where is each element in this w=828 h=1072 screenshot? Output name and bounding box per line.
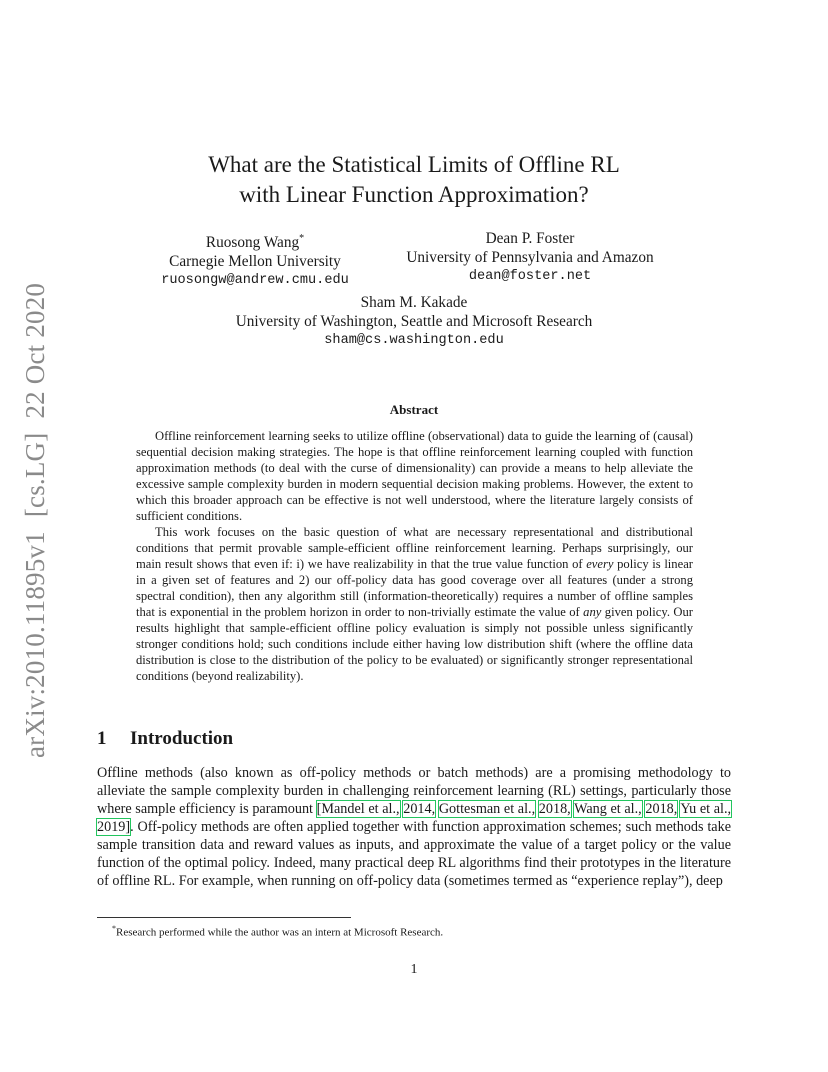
- author-email: dean@foster.net: [468, 269, 592, 284]
- author-block-2: [380, 229, 680, 286]
- footnote: [112, 922, 443, 940]
- page-number: 1: [410, 962, 418, 977]
- author-name: Sham M. Kakade: [360, 294, 468, 311]
- emphasis-any: any: [583, 605, 602, 619]
- author-email: ruosongw@andrew.cmu.edu: [161, 273, 349, 289]
- section-heading-introduction: [97, 728, 233, 750]
- citation-link-gottesman-year[interactable]: 2018,: [538, 801, 571, 817]
- footnote-divider: [97, 917, 351, 918]
- citation-link-gottesman[interactable]: Gottesman et al.,: [438, 801, 536, 817]
- citation-link-mandel-year[interactable]: 2014,: [403, 801, 436, 817]
- paper-title-line-1: What are the Statistical Limits of Offline RL: [208, 152, 620, 177]
- abstract-paragraph-2: This work focuses on the basic question of what are necessary representational and distributional conditions that permit provable sample-efficient offline reinforcement learning. Perhaps surprisingly, our main result shows that even if: i) we have realizability in that the true value function of every policy is linear in a given set of features and 2) our off-policy data has good coverage over all features (under a strong spectral condition), then any algorithm still (information-theoretically) requires a number of offline samples that is exponential in the problem horizon in order to non-trivially estimate the value of any given policy. Our results highlight that sample-efficient offline policy evaluation is simply not possible unless significantly stronger conditions hold; such conditions include either having low distribution shift (where the offline data distribution is close to the distribution of the policy to be evaluated) or significantly stronger representational conditions (beyond realizability).: [136, 525, 693, 683]
- footnote-marker: *: [299, 233, 305, 244]
- section-number: 1: [97, 728, 107, 749]
- footnote-mark: *: [112, 924, 116, 933]
- abstract-paragraph-1: Offline reinforcement learning seeks to utilize offline (observational) data to guide the learning of (causal) sequential decision making strategies. The hope is that offline reinforcement learning coupled with function approximation methods (to deal with the curse of dimensionality) can provide a means to help alleviate the excessive sample complexity burden in modern sequential decision making problems. However, the extent to which this broader approach can be effective is not well understood, where the literature largely consists of sufficient conditions.: [136, 429, 693, 523]
- footnote-text: Research performed while the author was an intern at Microsoft Research.: [116, 926, 444, 939]
- section-title: Introduction: [130, 728, 234, 749]
- emphasis-every: every: [586, 557, 614, 571]
- author-affiliation: University of Pennsylvania and Amazon: [406, 249, 654, 266]
- introduction-paragraph: Offline methods (also known as off-policy methods or batch methods) are a promising methodology to alleviate the sample complexity burden in challenging reinforcement learning (RL) settings, particularly those where sample efficiency is paramount [Mandel et al., 2014, Gottesman et al., 2018, Wang et al., 2018, Yu et al., 2019]. Off-policy methods are often applied together with function approximation schemes; such methods take sample transition data and reward values as inputs, and approximate the value of a target policy or the value function of the optimal policy. Indeed, many practical deep RL algorithms find their prototypes in the literature of offline RL. For example, when running on off-policy data (sometimes termed as “experience replay”), deep: [97, 765, 732, 889]
- citation-link-wang-year[interactable]: 2018,: [645, 801, 678, 817]
- citation-link-mandel[interactable]: [Mandel et al.,: [316, 801, 400, 817]
- arxiv-id: arXiv:2010.11895v1: [20, 531, 50, 758]
- citation-link-yu[interactable]: Yu et al.,: [680, 801, 732, 817]
- author-name: Ruosong Wang*: [205, 233, 305, 252]
- arxiv-category: [cs.LG]: [20, 432, 50, 518]
- author-affiliation: Carnegie Mellon University: [169, 253, 341, 271]
- author-email: sham@cs.washington.edu: [324, 333, 504, 348]
- author-name: Dean P. Foster: [485, 230, 575, 247]
- author-block-3: [164, 293, 664, 350]
- abstract-heading: Abstract: [389, 402, 439, 417]
- author-block-1: [150, 229, 360, 290]
- citation-link-yu-year[interactable]: 2019]: [97, 819, 131, 835]
- arxiv-date: 22 Oct 2020: [20, 282, 50, 419]
- arxiv-side-stamp: [20, 282, 54, 758]
- paper-title-line-2: with Linear Function Approximation?: [239, 182, 589, 207]
- citation-link-wang[interactable]: Wang et al.,: [574, 801, 642, 817]
- author-affiliation: University of Washington, Seattle and Microsoft Research: [235, 313, 593, 330]
